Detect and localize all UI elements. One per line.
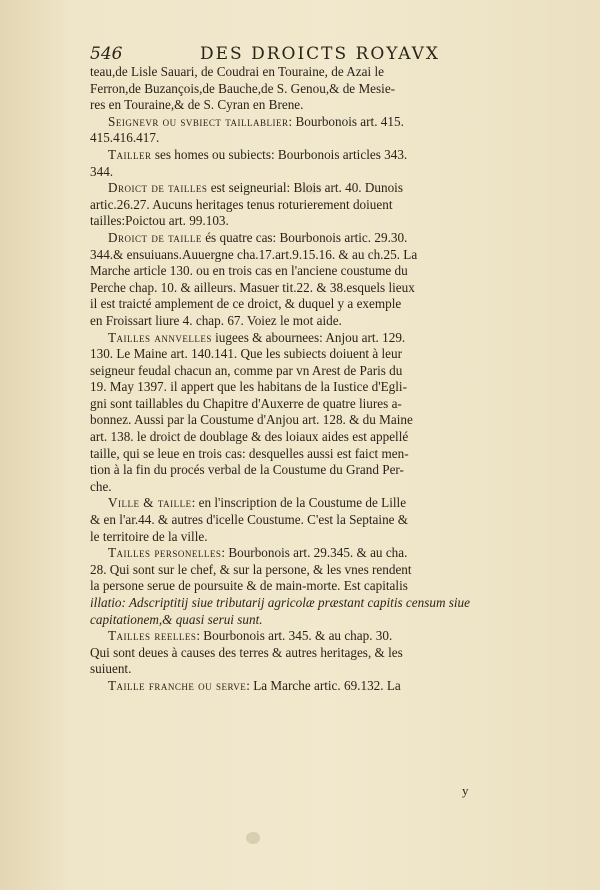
line-text: suiuent. (90, 661, 132, 677)
text-line (90, 81, 530, 98)
glossary-entry-line (90, 678, 530, 695)
text-line (90, 130, 530, 147)
text-block (90, 64, 530, 784)
entry-text: iugees & abournees: Anjou art. 129. (211, 329, 406, 345)
line-text: res en Touraine,& de S. Cyran en Brene. (90, 97, 304, 113)
line-text: 28. Qui sont sur le chef, & sur la persone, & les vnes rendent (90, 561, 412, 577)
line-text: tion à la fin du procés verbal de la Coustume du Grand Per- (90, 462, 404, 478)
entry-term: Droict de tailles (108, 180, 208, 196)
line-text: artic.26.27. Aucuns heritages tenus roturierement doiuent (90, 196, 393, 212)
line-text: en Froissart liure 4. chap. 67. Voiez le mot aide. (90, 312, 342, 328)
page-stain (246, 832, 260, 844)
entry-text: : Bourbonois art. 415. (288, 113, 404, 129)
line-text: le territoire de la ville. (90, 528, 208, 544)
glossary-entry-line (90, 330, 530, 347)
glossary-entry-line (90, 114, 530, 131)
text-line (90, 645, 530, 662)
text-line (90, 97, 530, 114)
entry-term: Tailles personelles (108, 545, 222, 561)
line-text: 344. (90, 163, 114, 179)
glossary-entry-line (90, 230, 530, 247)
line-text: illatio: Adscriptitij siue tributarij agricolæ præstant capitis censum siue (90, 595, 471, 610)
line-text: 19. May 1397. il appert que les habitans de la Iustice d'Egli- (90, 379, 407, 395)
line-text: tailles:Poictou art. 99.103. (90, 213, 229, 229)
text-line (90, 462, 530, 479)
entry-term: Droict de taille (108, 229, 202, 245)
entry-text: : Bourbonois art. 29.345. & au cha. (221, 545, 408, 561)
text-line (90, 412, 530, 429)
line-text: & en l'ar.44. & autres d'icelle Coustume. C'est la Septaine & (90, 512, 409, 528)
line-text: la persone serue de poursuite & de main-morte. Est capitalis (90, 578, 408, 594)
line-text: art. 138. le droict de doublage & des loiaux aides est appellé (90, 429, 409, 445)
glossary-entry-line (90, 495, 530, 512)
entry-term: Tailles reelles (108, 628, 197, 644)
line-text: bonnez. Aussi par la Coustume d'Anjou art. 128. & du Maine (90, 412, 413, 428)
text-line (90, 379, 530, 396)
line-text: che. (90, 478, 112, 494)
text-line (90, 396, 530, 413)
text-line (90, 263, 530, 280)
text-line (90, 247, 530, 264)
line-text: Marche article 130. ou en trois cas en l'anciene coustume du (90, 263, 408, 279)
text-line (90, 661, 530, 678)
text-line (90, 529, 530, 546)
catchword: y (462, 783, 469, 798)
text-line (90, 429, 530, 446)
text-line (90, 346, 530, 363)
line-text: 415.416.417. (90, 130, 160, 146)
running-title: DES DROICTS ROYAVX (200, 44, 441, 64)
text-line (90, 164, 530, 181)
text-line (90, 562, 530, 579)
text-line (90, 595, 530, 612)
line-text: taille, qui se leue en trois cas: desquelles aussi est faict men- (90, 445, 409, 461)
line-text: il est traicté amplement de ce droict, & duquel y a exemple (90, 296, 402, 312)
text-line (90, 213, 530, 230)
line-text: 344.& ensuiuans.Auuergne cha.17.art.9.15.16. & au ch.25. La (90, 246, 418, 262)
text-line (90, 313, 530, 330)
line-text: Qui sont deues à causes des terres & autres heritages, & les (90, 644, 403, 660)
text-line (90, 446, 530, 463)
line-text: Perche chap. 10. & ailleurs. Masuer tit.22. & 38.esquels lieux (90, 279, 415, 295)
entry-text: és quatre cas: Bourbonois artic. 29.30. (201, 229, 408, 245)
text-line (90, 280, 530, 297)
entry-text: est seigneurial: Blois art. 40. Dunois (207, 180, 403, 196)
text-line (90, 479, 530, 496)
entry-term: Tailler (108, 146, 152, 162)
line-text: 130. Le Maine art. 140.141. Que les subiects doiuent à leur (90, 346, 403, 362)
text-line (90, 64, 530, 81)
entry-term: Seignevr ou svbiect taillablier (108, 113, 289, 129)
glossary-entry-line (90, 545, 530, 562)
entry-term: Tailles annvelles (108, 329, 212, 345)
line-text: gni sont taillables du Chapitre d'Auxerre de quatre liures a- (90, 395, 402, 411)
text-line (90, 612, 530, 629)
glossary-entry-line (90, 628, 530, 645)
glossary-entry-line (90, 180, 530, 197)
entry-term: Taille franche ou serve (108, 677, 247, 693)
entry-term: Ville & taille (108, 495, 192, 511)
folio-number: 546 (90, 44, 123, 64)
entry-text: : La Marche artic. 69.132. La (246, 677, 401, 693)
text-line (90, 578, 530, 595)
line-text: seigneur feudal chacun an, comme par vn Arest de Paris du (90, 362, 403, 378)
entry-text: : Bourbonois art. 345. & au chap. 30. (196, 628, 393, 644)
entry-text: ses homes ou subiects: Bourbonois articles 343. (151, 146, 408, 162)
page-header (90, 44, 510, 66)
text-line (90, 296, 530, 313)
entry-text: : en l'inscription de la Coustume de Lille (191, 495, 407, 511)
text-line (90, 197, 530, 214)
text-line (90, 363, 530, 380)
glossary-entry-line (90, 147, 530, 164)
text-line (90, 512, 530, 529)
line-text: capitationem,& quasi serui sunt. (90, 611, 263, 627)
line-text: Ferron,de Buzançois,de Bauche,de S. Genou,& de Mesie- (90, 80, 396, 96)
line-text: teau,de Lisle Sauari, de Coudrai en Touraine, de Azai le (90, 64, 384, 79)
